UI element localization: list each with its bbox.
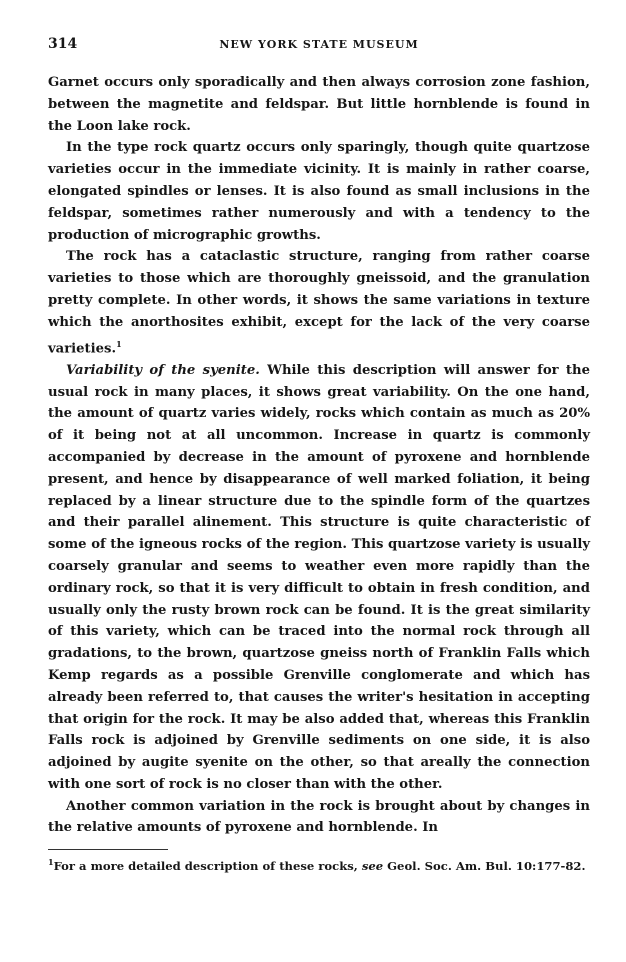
paragraph-structure — [48, 246, 590, 359]
footnote-text-after: Geol. Soc. Am. Bul. 10:177-82. — [383, 859, 586, 874]
footnote-divider — [48, 849, 168, 850]
footnote-reference: 1 — [116, 338, 122, 349]
footnote-mark: 1 — [48, 857, 54, 868]
book-page — [48, 36, 590, 936]
paragraph-variation — [48, 796, 590, 840]
paragraph-text: Another common variation in the rock is brought about by changes in the relative amounts of pyroxene and hornblende. In — [48, 798, 590, 836]
running-head: NEW YORK STATE MUSEUM — [219, 38, 419, 51]
paragraph-text: Garnet occurs only sporadically and then always corrosion zone fashion, between the magnetite and feldspar. But little hornblende is found in the Loon lake rock. — [48, 75, 590, 134]
paragraph-variability — [48, 360, 590, 796]
section-subheading: Variability of the syenite. — [66, 362, 260, 378]
page-number: 314 — [48, 36, 78, 52]
page-header — [48, 36, 590, 58]
paragraph-text: In the type rock quartz occurs only sparingly, though quite quartzose varieties occur in the immediate vicinity. It is mainly in rather coarse, elongated spindles or lenses. It is also found as small inclusions in the feldspar, sometimes rather numerously and with a tendency to the production of micrographic growths. — [48, 140, 590, 243]
paragraph-text: While this description will answer for the usual rock in many places, it shows great variability. On the one hand, the amount of quartz varies widely, rocks which contain as much as 20% of it being not at all uncommon. Increase in quartz is commonly accompanied by decrease in the amount of pyroxene and hornblende present, and hence by disappearance of well marked foliation, it being replaced by a linear structure due to the spindle form of the quartzes and their parallel alinement. This structure is quite characteristic of some of the igneous rocks of the region. This quartzose variety is usually coarsely granular and seems to weather even more rapidly than the ordinary rock, so that it is very difficult to obtain in fresh condition, and usually only the rusty brown rock can be found. It is the great similarity of this variety, which can be traced into the normal rock through all gradations, to the brown, quartzose gneiss north of Franklin Falls which Kemp regards as a possible Grenville conglomerate and which has already been referred to, that causes the writer's hesitation in accepting that origin for the rock. It may be also added that, whereas this Franklin Falls rock is adjoined by Grenville sediments on one side, it is also adjoined by augite syenite on the other, so that areally the connection with one sort of rock is no closer than with the other. — [48, 362, 590, 792]
footnote — [48, 854, 590, 875]
footnote-see: see — [361, 859, 384, 874]
paragraph-text: The rock has a cataclastic structure, ranging from rather coarse varieties to those which are thoroughly gneissoid, and the granulation pretty complete. In other words, it shows the same variations in texture which the anorthosites exhibit, except for the lack of the very coarse varieties. — [48, 249, 590, 356]
paragraph-quartz — [48, 137, 590, 246]
body-text — [48, 72, 590, 839]
paragraph-garnet — [48, 72, 590, 137]
footnote-text-before: For a more detailed description of these rocks, — [53, 859, 362, 874]
